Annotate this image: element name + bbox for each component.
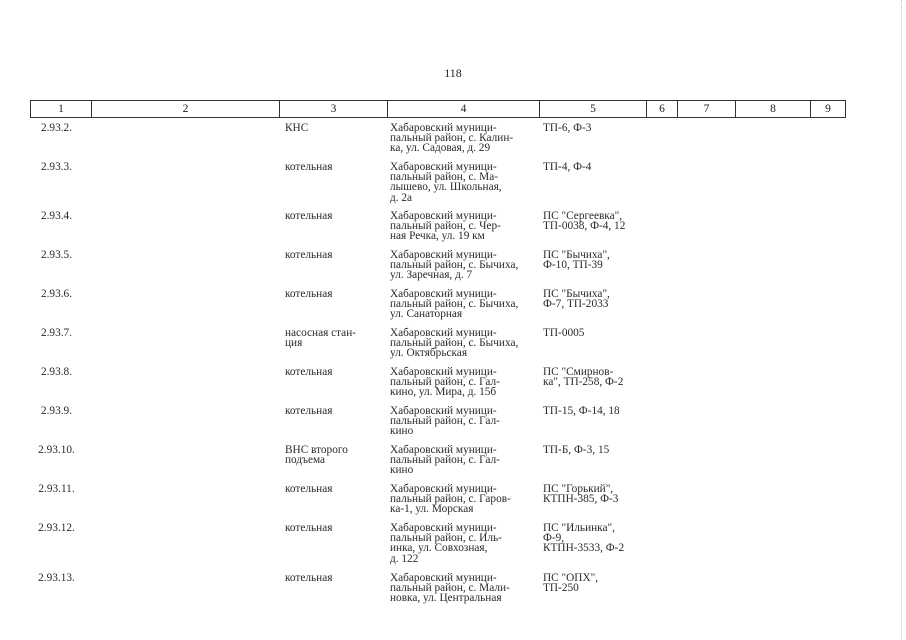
object-address: Хабаровский муници- пальный район, с. Бычиха, ул. Заречная, д. 7 (390, 249, 519, 282)
data-table (30, 123, 845, 613)
table-row (30, 406, 845, 445)
object-type: КНС (285, 122, 309, 134)
table-row (30, 523, 845, 573)
object-address: Хабаровский муници- пальный район, с. Бычиха, ул. Октябрьская (390, 327, 519, 360)
table-row (30, 162, 845, 211)
object-address: Хабаровский муници- пальный район, с. Гал- кино (390, 444, 500, 477)
header-col-2: 2 (92, 101, 280, 118)
object-address: Хабаровский муници- пальный район, с. Мали- новка, ул. Центральная (390, 572, 510, 605)
power-source: ТП-0005 (543, 327, 585, 339)
table-row (30, 211, 845, 250)
row-number: 2.93.10. (38, 444, 75, 456)
header-col-9: 9 (811, 101, 846, 118)
object-type: котельная (285, 249, 333, 261)
object-type: котельная (285, 572, 333, 584)
row-number: 2.93.13. (38, 572, 75, 584)
object-type: насосная стан- ция (285, 327, 357, 350)
table-row (30, 123, 845, 162)
header-col-1: 1 (31, 101, 92, 118)
table-row (30, 367, 845, 406)
header-col-7: 7 (678, 101, 736, 118)
table-row (30, 573, 845, 613)
header-col-5: 5 (540, 101, 647, 118)
power-source: ПС "ОПХ", ТП-250 (543, 572, 599, 595)
page-edge-divider (900, 0, 902, 640)
row-number: 2.93.7. (40, 327, 73, 339)
power-source: ТП-6, Ф-3 (543, 122, 592, 134)
header-col-3: 3 (280, 101, 388, 118)
row-number: 2.93.6. (40, 288, 73, 300)
object-address: Хабаровский муници- пальный район, с. Ма- лышево, ул. Школьная, д. 2а (390, 161, 502, 204)
power-source: ПС "Бычиха", Ф-7, ТП-2033 (543, 288, 610, 311)
power-source: ТП-15, Ф-14, 18 (543, 405, 620, 417)
power-source: ПС "Ильинка", Ф-9, КТПН-3533, Ф-2 (543, 522, 625, 555)
row-number: 2.93.8. (40, 366, 73, 378)
object-address: Хабаровский муници- пальный район, с. Гаров- ка-1, ул. Морская (390, 483, 511, 516)
table-row (30, 445, 845, 484)
power-source: ПС "Горький", КТПН-385, Ф-3 (543, 483, 619, 506)
table-row (30, 289, 845, 328)
row-number: 2.93.2. (40, 122, 73, 134)
row-number: 2.93.3. (40, 161, 73, 173)
row-number: 2.93.5. (40, 249, 73, 261)
object-type: котельная (285, 522, 333, 534)
table-row (30, 250, 845, 289)
row-number: 2.93.9. (40, 405, 73, 417)
object-address: Хабаровский муници- пальный район, с. Гал- кино (390, 405, 500, 438)
table-header (30, 100, 846, 118)
object-address: Хабаровский муници- пальный район, с. Чер- ная Речка, ул. 19 км (390, 210, 501, 243)
header-col-8: 8 (736, 101, 811, 118)
row-number: 2.93.12. (38, 522, 75, 534)
row-number: 2.93.11. (38, 483, 75, 495)
row-number: 2.93.4. (40, 210, 73, 222)
object-type: котельная (285, 483, 333, 495)
power-source: ПС "Бычиха", Ф-10, ТП-39 (543, 249, 610, 272)
power-source: ТП-4, Ф-4 (543, 161, 592, 173)
object-type: котельная (285, 366, 333, 378)
object-address: Хабаровский муници- пальный район, с. Гал- кино, ул. Мира, д. 15б (390, 366, 500, 399)
header-col-4: 4 (388, 101, 540, 118)
power-source: ТП-Б, Ф-3, 15 (543, 444, 610, 456)
object-address: Хабаровский муници- пальный район, с. Иль- инка, ул. Совхозная, д. 122 (390, 522, 502, 565)
table-row (30, 328, 845, 367)
power-source: ПС "Смирнов- ка", ТП-258, Ф-2 (543, 366, 624, 389)
object-type: ВНС второго подъема (285, 444, 348, 467)
table-row (30, 484, 845, 523)
power-source: ПС "Сергеевка", ТП-0038, Ф-4, 12 (543, 210, 626, 233)
object-type: котельная (285, 210, 333, 222)
object-type: котельная (285, 161, 333, 173)
object-address: Хабаровский муници- пальный район, с. Калин- ка, ул. Садовая, д. 29 (390, 122, 514, 155)
header-col-6: 6 (647, 101, 678, 118)
object-type: котельная (285, 288, 333, 300)
header-row (31, 101, 846, 118)
object-type: котельная (285, 405, 333, 417)
page-number: 118 (444, 66, 462, 80)
object-address: Хабаровский муници- пальный район, с. Бычиха, ул. Санаторная (390, 288, 519, 321)
